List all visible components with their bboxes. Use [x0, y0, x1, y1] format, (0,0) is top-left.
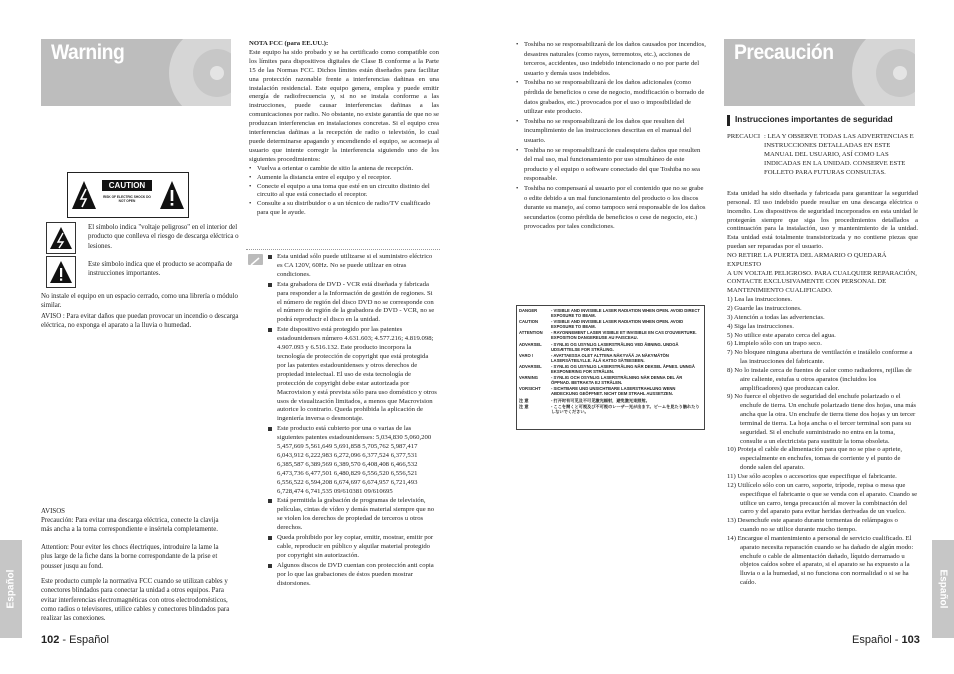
caution-sub: RISK OF ELECTRIC SHOCK DO NOT OPEN: [103, 195, 151, 203]
note-item: Algunos discos de DVD cuentan con protección anti copia por lo que las grabaciones de éstos pueden mostrar distorsiones.: [268, 562, 438, 589]
safety-item: 3) Atención a todas las advertencias.: [727, 313, 825, 321]
note-item: Está permitida la grabación de programas de televisión, películas, cintas de vídeo y demás material siempre que no se violen los derechos de propiedad de terceros u otros derechos.: [268, 497, 438, 533]
note-divider: [246, 249, 440, 250]
laser-lang: DANGER: [519, 308, 538, 313]
aviso-block: [41, 312, 251, 331]
voltaje-text: A UN VOLTAJE PELIGROSO. PARA CUALQUIER REPARACIÓN, CONTACTE EXCLUSIVAMENTE CON PERSONAL DE MANTENIMIENTO CUALIFICADO.: [727, 269, 917, 295]
symbol2-text: Este símbolo indica que el producto se acompaña de instrucciones importantes.: [88, 261, 233, 278]
note-item: Este producto está cubierto por una o varias de las siguientes patentes estadounidenses: 5,034,830 5,060,200 5,457,669 5,561,649 5,691,858 5,705,762 5,987,417 6,043,912 6,222,983 6,272,096 6,377,524 6,377,531 6,385,587 6,389,569 6,389,570 6,408,408 6,466,532 6,473,736 6,477,501 6,480,829 6,556,520 6,556,521 6,556,522 6,594,208 6,674,697 6,674,957 6,721,493 6,728,474 6,741,535 09/610381 09/610695: [268, 425, 438, 496]
toshiba-bullet: • Toshiba no se responsabilizará de los daños causados por incendios, desastres naturales (como rayos, terremotos, etc.), acciones de terceros, accidentes, uso indebido intencionado o no por parte del usuario y demás usos indebidos.: [516, 40, 706, 78]
safety-item: 7) No bloquee ninguna abertura de ventilación e instálelo conforme a las instrucciones del fabricante.: [727, 349, 913, 366]
laser-lang: ADVARSEL: [519, 363, 542, 369]
safety-item: 2) Guarde las instrucciones.: [727, 304, 802, 312]
precauci-block: [727, 133, 917, 178]
page-lang-right: Español -: [852, 634, 899, 646]
safety-item: 5) No utilice este aparato cerca del agua.: [727, 331, 836, 339]
laser-lang: 注 意: [519, 397, 529, 403]
laser-lang: 注 意: [519, 403, 529, 409]
symbol-icon-box-1: [46, 222, 76, 254]
side-tab-left-label: Español: [5, 569, 17, 609]
disc-graphic: [169, 39, 231, 106]
page-num-103: 103: [901, 634, 920, 646]
laser-lang: VARNING: [519, 375, 538, 381]
fcc-title: NOTA FCC (para EE.UU.):: [249, 40, 329, 47]
laser-lang: CAUTION: [519, 319, 539, 325]
laser-text: - SYNLIG OG USYNLIG LASERSTRÅLING VED ÅBNING. UNDGÅ UDSÆTTELSE FOR STRÅLING.: [551, 341, 679, 352]
warning-header: [41, 39, 231, 106]
pencil-icon: [248, 256, 263, 267]
notes-list: [268, 253, 438, 590]
fcc-bullet: • Consulte a su distribuidor o a un técnico de radio/TV cualificado para que le ayude.: [249, 200, 439, 218]
toshiba-bullet: • Toshiba no compensará al usuario por el contenido que no se grabe o edite debido a un mal funcionamiento del producto o los discos durante su manejo, así como tampoco será responsable de los daños secundarios (como pérdida de beneficios o cese de negocio, etc.) provocados por tales condiciones.: [516, 184, 706, 232]
toshiba-bullet: • Toshiba no se responsabilizará de cualesquiera daños que resulten del mal uso, mal funcionamiento por uso simultáneo de este producto y el equipo o software conectado del que Toshiba no sea responsable.: [516, 146, 706, 184]
section-title: Instrucciones importantes de seguridad: [735, 114, 893, 124]
section-bar: [727, 115, 730, 126]
page-num-102: 102: [41, 634, 60, 646]
laser-lang: VORSICHT: [519, 386, 541, 392]
attention-text: Attention: Pour eviter les chocs électriques, introduire la lame la plus large de la fiche dans la borne correspondante de la prise et pousser jusqu au fond.: [41, 544, 219, 570]
lightning-triangle-icon: [71, 179, 97, 211]
laser-text: - VISIBLE AND INVISIBLE LASER RADIATION WHEN OPEN. AVOID DIRECT EXPOSURE TO BEAM.: [551, 308, 700, 318]
precaucion-header: [724, 39, 915, 106]
laser-lang: VARO !: [519, 352, 534, 358]
safety-item: 12) Utilícelo sólo con un carro, soporte, trípode, repisa o mesa que especifique el fabricante o que se venda con el aparato. Cuando se utilice un carro, tenga precaución al mover la combinación del carro y del aparato para evitar heridas derivadas de un vuelco.: [727, 481, 918, 516]
safety-item: 13) Desenchufe este aparato durante tormentas de relámpagos o cuando no se utilice durante mucho tiempo.: [727, 517, 898, 534]
precaucion-text: Precaución: Para evitar una descarga eléctrica, conecte la clavija más ancha a la toma correspondiente e insértela completamente.: [41, 517, 219, 534]
laser-text: - ここを開くと可視及び不可視のレーザー光が出ます。ビームを見たり触れたりしないでください。: [551, 403, 700, 414]
note-item: Este dispositivo está protegido por las patentes estadounidenses número 4.631.603; 4.577.216; 4.819.098; 4.907.093 y 6.516.132. Este producto incorpora la tecnología de protección de copyright que está protegida por las patentes estadounidenses y otros derechos de propiedad intelectual. El uso de esta tecnología de protección de copyright debe estar autorizada por Macrovision y está prevista sólo para uso doméstico y otros usos de visualización limitados, a menos que Macrovision autorice lo contrario. Queda prohibida la aplicación de ingeniería inversa o desmontaje.: [268, 326, 438, 424]
note-item: Esta unidad sólo puede utilizarse si el suministro eléctrico es CA 120V, 60Hz. No se puede utilizar en otras condiciones.: [268, 253, 438, 280]
precaucion-title: Precaución: [734, 41, 834, 64]
laser-text: - AVATTAESSA OLET ALTTIINA NÄKYVÄÄ JA NÄKYMÄTÖN LASERSÄTEILYLLE. ÄLÄ KATSO SÄTEESEEN.: [551, 352, 669, 363]
page-number-left: [41, 634, 109, 646]
side-tab-left: [0, 540, 22, 638]
laser-text: - SYNLIG OG USYNLIG LASERSTRÅLING NÅR DEKSEL ÅPNES. UNNGÅ EKSPONERING FOR STRÅLEN.: [551, 363, 695, 374]
page-number-right: [852, 634, 920, 646]
toshiba-column: [516, 40, 706, 232]
laser-text: - SICHTBARE UND UNSICHTBARE LASERSTRAHLUNG WENN ABDECKUNG GEÖFFNET. NICHT DEM STRAHL AUSSETZEN.: [551, 386, 676, 397]
exclamation-triangle-icon: [159, 179, 185, 211]
fcc-bullet: • Conecte el equipo a una toma que esté en un circuito distinto del circuito al que está conectado el receptor.: [249, 183, 439, 201]
note-item: Esta grabadora de DVD - VCR está diseñada y fabricada para responder a la Información de gestión de regiones. Si el número de región del disco DVD no se corresponde con el número de región de la grabadora de DVD - VCR, no se podrá reproducir el disco en la unidad.: [268, 281, 438, 326]
side-tab-right-label: Español: [937, 569, 949, 609]
laser-text: - 打开时有可见及不可见激光辐射，避免激光束照射。: [551, 397, 650, 403]
toshiba-bullet: • Toshiba no se responsabilizará de los daños adicionales (como pérdida de beneficios o cese de negocio, modificación o borrado de datos grabados, etc.) provocados por el uso o imposibilidad de utilizar este producto.: [516, 78, 706, 116]
note-icon: [248, 254, 263, 265]
safety-item: 4) Siga las instrucciones.: [727, 322, 794, 330]
caution-label: CAUTION: [102, 180, 152, 191]
safety-item: 6) Limpielo sólo con un trapo seco.: [727, 340, 822, 348]
safety-item: 10) Proteja el cable de alimentación para que no se pise o apriete, especialmente en enchufes, tomas de corriente y el punto de donde salen del aparato.: [727, 446, 903, 472]
laser-text: - VISIBLE AND INVISIBLE LASER RADIATION WHEN OPEN. AVOID EXPOSURE TO BEAM.: [551, 319, 684, 330]
laser-lang: ATTENTION: [519, 330, 543, 336]
fcc-text: Este equipo ha sido probado y se ha certificado como compatible con los límites para dispositivos digitales de Clase B conforme a la Parte 15 de las Normas FCC. Dichos límites están diseñados para facilitar una protección razonable frente a interferencias dañinas en una instalación residencial. Este equipo genera, emplea y puede emitir energía de radiofrecuencia y, si no se instala conforme a las instrucciones, puede causar interferencias dañinas a las comunicaciones por radio. No obstante, no existe garantía de que no se produzcan interferencias en instalaciones concretas. Si el equipo crea interferencias dañinas a la recepción de radio o televisión, lo cual puede determinarse apagando y encendiendo el equipo, se aconseja al usuario que intente corregir la interferencia siguiendo uno de los siguientes procedimientos:: [249, 48, 439, 163]
no-install-text: No instale el equipo en un espacio cerrado, como una librería o módulo similar.: [41, 293, 238, 310]
note-item: Queda prohibido por ley copiar, emitir, mostrar, emitir por cable, reproducir en público y alquilar material protegido por copyright sin autorización.: [268, 534, 438, 561]
fcc-product-text: Este producto cumple la normativa FCC cuando se utilizan cables y conectores blindados para conectar la unidad a otros equipos. Para evitar interferencias electromagnéticas con otros electrodomésticos, como radios o televisores, utilice cables y conectores blindados para realizar las conexiones.: [41, 578, 230, 623]
fcc-bullet: • Vuelva a orientar o cambie de sitio la antena de recepción.: [249, 165, 439, 174]
laser-warning-label: [516, 305, 705, 430]
safety-item: 14) Encargue el mantenimiento a personal de servicio cualificado. El aparato necesita reparación cuando se ha dañado de algún modo: enchufe o cable de alimentación dañado, líquido derramado u objetos caídos sobre el aparato, si el aparato se ha expuesto a la lluvia o a la humedad, si no funciona con normalidad o si se ha caído.: [727, 534, 914, 587]
laser-text: - RAYONNEMENT LASER VISIBLE ET INVISIBLE EN CAS D'OUVERTURE. EXPOSITION DANGEREUSE AU FAISCEAU.: [551, 330, 697, 341]
page-lang-left: - Español: [62, 634, 109, 646]
safety-item: 11) Use sólo acoples o accesorios que especifique el fabricante.: [727, 473, 897, 480]
intro-text: Esta unidad ha sido diseñada y fabricada para garantizar la seguridad personal. El uso indebido puede resultar en una descarga eléctrica o incendio. Los dispositivos de seguridad incorporados en esta unidad le protegerán siempre que siga los procedimientos detallados a continuación para la instalación, uso y mantenimiento de la unidad. Esta unidad está totalmente transistorizada y no contiene piezas que puedan ser reparadas por el usuario.: [727, 190, 918, 251]
disc-graphic: [852, 39, 915, 106]
aviso-text: : Para evitar daños que puedan provocar un incendio o descarga eléctrica, no exponga el aparato a la lluvia o humedad.: [41, 313, 239, 330]
toshiba-bullet: • Toshiba no se responsabilizará de los daños que resulten del incumplimiento de las instrucciones descritas en el manual del usuario.: [516, 117, 706, 146]
safety-item: 8) No lo instale cerca de fuentes de calor como radiadores, rejillas de aire caliente, estufas u otros aparatos (incluidos los amplificadores) que produzcan calor.: [727, 366, 912, 392]
precauci-text: : LEA Y OBSERVE TODAS LAS ADVERTENCIAS E INSTRUCCIONES DETALLADAS EN ESTE MANUAL DEL USUARIO, ASÍ COMO LAS INDICADAS EN LA UNIDAD. CONSERVE ESTE FOLLETO PARA FUTURAS CONSULTAS.: [764, 133, 914, 176]
aviso-label: AVISO: [41, 313, 62, 320]
safety-item: 1) Lea las instrucciones.: [727, 296, 792, 304]
symbol1-text: El símbolo indica "voltaje peligroso" en el interior del producto que conlleva el riesgo de descarga eléctrica o lesiones.: [88, 224, 239, 250]
side-tab-right: [932, 540, 954, 638]
safety-column: [727, 190, 918, 588]
warning-title: Warning: [51, 41, 125, 64]
precauci-label: PRECAUCI: [727, 133, 761, 140]
symbol-icon-box-2: [46, 256, 76, 288]
exclamation-triangle-icon: [47, 257, 75, 287]
avisos-title: AVISOS: [41, 508, 65, 515]
caution-sign: [67, 172, 189, 218]
no-retire-text: NO RETIRE LA PUERTA DEL ARMARIO O QUEDARÁ EXPUESTO: [727, 251, 887, 268]
fcc-bullet: • Aumente la distancia entre el equipo y el receptor.: [249, 174, 439, 183]
laser-text: - SYNLIG OCH OSYNLIG LASERSTRÅLNING NÄR DENNA DEL ÄR ÖPPNAD. BETRAKTA EJ STRÅLEN.: [551, 375, 683, 386]
lightning-triangle-icon: [47, 223, 75, 253]
laser-lang: ADVARSEL: [519, 341, 542, 347]
safety-item: 9) No fuerce el objetivo de seguridad del enchufe polarizado o el enchufe de tierra. Un enchufe polarizado tiene dos hojas, una más ancha que la otra. Un enchufe de tierra tiene dos hojas y un tercer terminal de tierra. La hoja ancha o el tercer terminal son para su seguridad. Si el enchufe suministrado no entra en la toma, consulte a un electricista para sustituir la toma obsoleta.: [727, 393, 917, 445]
fcc-column: [249, 40, 439, 218]
